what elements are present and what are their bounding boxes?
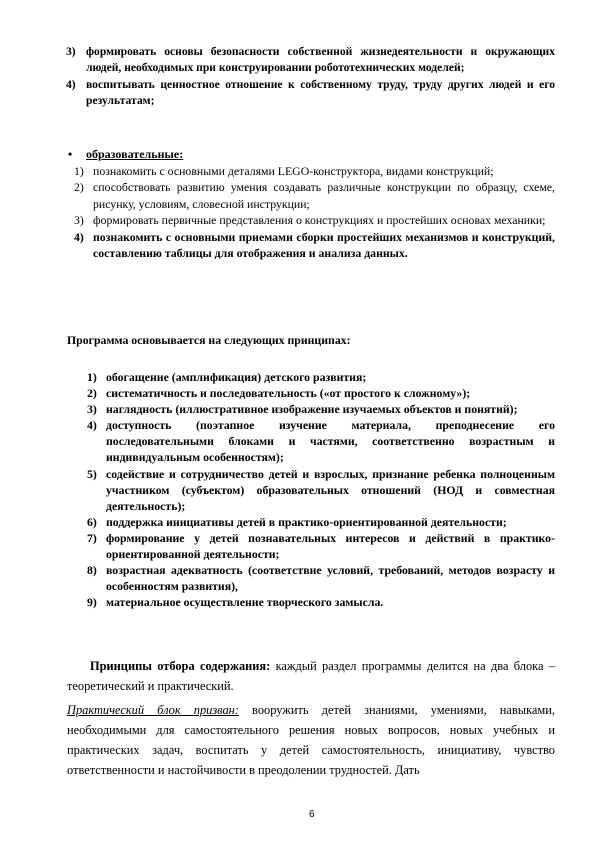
item-text: поддержка инициативы детей в практико-ориентированной деятельности;	[106, 514, 507, 529]
item-number: 2)	[74, 180, 84, 195]
list-item	[87, 466, 555, 514]
paragraph-lead: Практический блок призван:	[67, 703, 239, 717]
list-item	[87, 514, 555, 530]
paragraph-lead: Принципы отбора содержания:	[90, 659, 271, 673]
list-item	[87, 562, 555, 594]
item-text: формировать основы безопасности собственной жизнедеятельности и окружающих людей, необходимых при конструировании робототехнических моделей;	[86, 45, 555, 75]
heading-label: образовательные:	[86, 147, 184, 161]
item-number: 6)	[87, 514, 97, 529]
principles-list	[87, 369, 555, 610]
list-item	[87, 530, 555, 562]
item-text: материальное осуществление творческого замысла.	[106, 595, 384, 610]
list-item	[74, 163, 555, 179]
item-number: 8)	[87, 563, 97, 578]
item-text: систематичность и последовательность («от простого к сложному»);	[106, 386, 471, 401]
item-text: формирование у детей познавательных интересов и действий в практико-ориентированной деятельности;	[106, 530, 555, 562]
item-text: возрастная адекватность (соответствие условий, требований, методов возрасту и особенностям развития),	[106, 563, 555, 594]
item-text: доступность (поэтапное изучение материала, преподнесение его последовательными блоками и частями, соответственно возрастным и индивидуальным особенностям);	[106, 418, 555, 465]
goals-list-continued	[66, 44, 555, 110]
paragraph-text: каждый раздел программы делится на два блока – теоретический и практический.	[67, 659, 555, 693]
list-item	[87, 401, 555, 417]
list-item	[87, 594, 555, 610]
content-selection-paragraph	[67, 656, 555, 696]
item-text: познакомить с основными приемами сборки простейших механизмов и конструкций, составлению таблицы для отображения и анализа данных.	[93, 229, 555, 261]
list-item	[74, 212, 555, 228]
item-text: содействие и сотрудничество детей и взрослых, признание ребенка полноценным участником (субъектом) образовательных отношений (НОД и совместная деятельность);	[106, 466, 555, 513]
list-item	[87, 369, 555, 385]
item-number: 3)	[87, 402, 97, 417]
item-number: 7)	[87, 530, 97, 545]
page-number: 6	[309, 809, 315, 820]
item-number: 5)	[87, 466, 97, 481]
item-text: способствовать развитию умения создавать различные конструкции по образцу, схеме, рисунку, условиям, словесной инструкции;	[93, 180, 555, 211]
list-item	[74, 179, 555, 212]
practical-block-paragraph	[67, 700, 555, 780]
item-number: 4)	[66, 77, 76, 91]
list-item	[66, 44, 555, 77]
item-text: наглядность (иллюстративное изображение изучаемых объектов и понятий);	[106, 402, 518, 417]
list-item	[87, 385, 555, 401]
item-number: 1)	[74, 164, 84, 178]
educational-heading	[68, 146, 183, 162]
item-text: познакомить с основными деталями LEGO-конструктора, видами конструкций;	[93, 164, 494, 178]
item-number: 9)	[87, 595, 97, 610]
item-text: воспитывать ценностное отношение к собственному труду, труду других людей и его результатам;	[86, 77, 555, 108]
paragraph-text: вооружить детей знаниями, умениями, навыками, необходимыми для самостоятельного решения новых вопросов, новых учебных и практических задач, воспитать у детей самостоятельность, инициативу, чувство ответственности и настойчивости в преодолении трудностей. Дать	[67, 703, 555, 777]
item-number: 3)	[74, 213, 84, 228]
item-number: 4)	[74, 229, 84, 244]
item-number: 2)	[87, 386, 97, 401]
bullet-icon: •	[68, 147, 73, 161]
list-item	[74, 229, 555, 262]
item-text: обогащение (амплификация) детского развития;	[106, 370, 367, 384]
list-item	[87, 417, 555, 465]
item-text: формировать первичные представления о конструкциях и простейших основах механики;	[93, 213, 546, 228]
item-number: 3)	[66, 45, 76, 58]
list-item	[66, 77, 555, 110]
educational-list	[74, 163, 555, 261]
item-number: 1)	[87, 370, 97, 384]
item-number: 4)	[87, 418, 97, 433]
principles-heading: Программа основывается на следующих принципах:	[67, 333, 351, 347]
